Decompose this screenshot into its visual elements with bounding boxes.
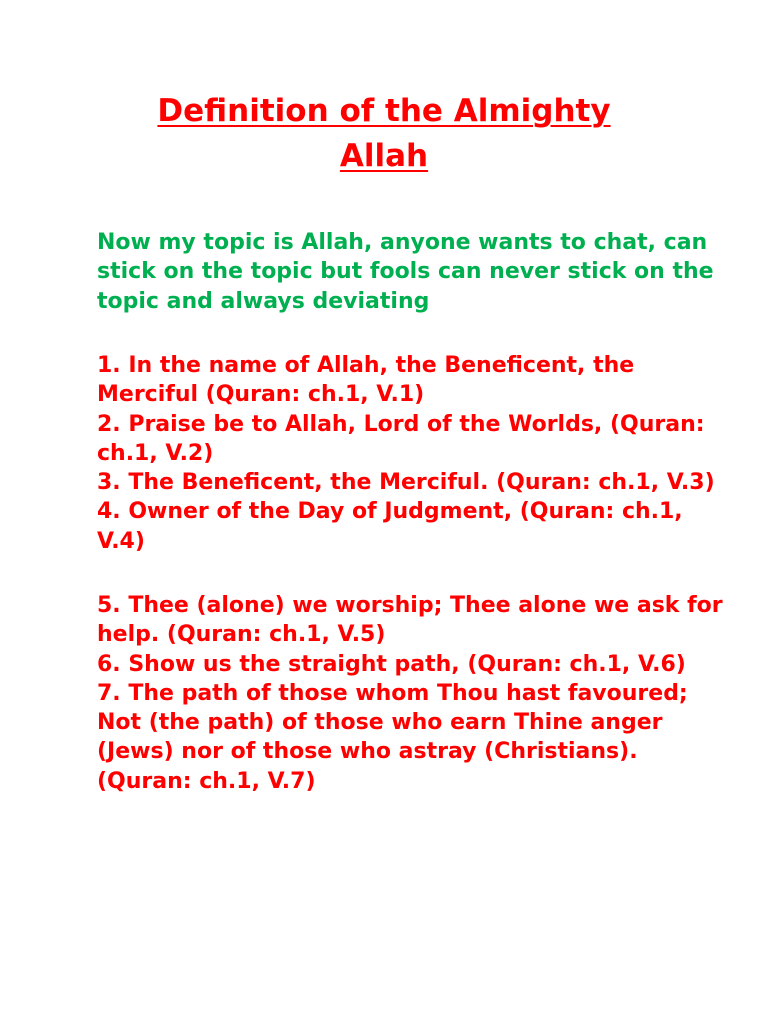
page-title [0, 89, 768, 179]
verse-3: 3. The Beneficent, the Merciful. (Quran: ch.1, V.3) [97, 470, 715, 496]
intro-paragraph: Now my topic is Allah, anyone wants to chat, can stick on the topic but fools can never stick on the topic and always deviating [97, 230, 714, 314]
verse-2: 2. Praise be to Allah, Lord of the Worlds, (Quran: ch.1, V.2) [97, 411, 705, 466]
verse-list-part-1 [97, 351, 737, 556]
title-line-2: Allah [339, 138, 429, 174]
verse-1: 1. In the name of Allah, the Beneficent, the Merciful (Quran: ch.1, V.1) [97, 353, 635, 408]
verse-list-part-2 [97, 591, 737, 796]
verse-7: 7. The path of those whom Thou hast favoured; Not (the path) of those who earn Thine anger (Jews) nor of those who astray (Christians). (Quran: ch.1, V.7) [97, 680, 688, 794]
verse-5: 5. Thee (alone) we worship; Thee alone we ask for help. (Quran: ch.1, V.5) [97, 593, 723, 648]
verse-6: 6. Show us the straight path, (Quran: ch.1, V.6) [97, 651, 686, 677]
verse-4: 4. Owner of the Day of Judgment, (Quran: ch.1, V.4) [97, 499, 683, 554]
title-line-1: Definition of the Almighty [157, 93, 611, 129]
